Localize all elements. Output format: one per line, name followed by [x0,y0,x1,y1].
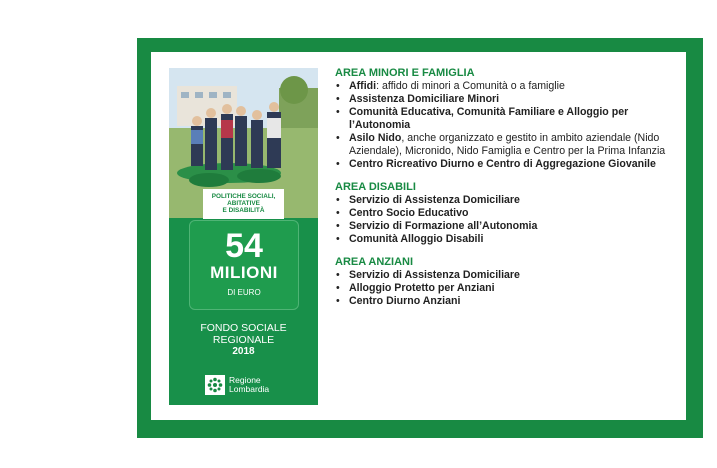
minors-list [335,80,680,171]
list-item [335,106,680,132]
list-item [335,207,680,220]
item-bold: Centro Diurno Anziani [349,295,461,307]
logo-text [229,376,269,394]
region-logo [205,374,269,396]
item-bold: Comunità Educativa, Comunità Familiare e Alloggio per l’Autonomia [349,106,629,131]
disabled-list [335,194,680,246]
list-item [335,194,680,207]
policy-label [203,189,284,219]
logo-line: Regione [229,375,261,385]
item-text: : affido di minori a Comunità o a famiglie [376,80,565,92]
list-item [335,282,680,295]
item-bold: Centro Ricreativo Diurno e Centro di Aggregazione Giovanile [349,158,656,170]
logo-line: Lombardia [229,384,270,394]
amount-unit: MILIONI [210,263,278,282]
item-bold: Servizio di Formazione all’Autonomia [349,220,538,232]
amount-value: 54 [225,227,263,265]
fund-line: FONDO SOCIALE [200,322,287,334]
services-list [335,67,680,318]
policy-line: ABITATIVE [227,200,260,208]
item-bold: Servizio di Assistenza Domiciliare [349,194,520,206]
section-title-minors: AREA MINORI E FAMIGLIA [335,67,475,79]
policy-line: POLITICHE SOCIALI, [211,193,276,200]
item-bold: Centro Socio Educativo [349,207,469,219]
item-bold: Affidi [349,80,377,92]
item-bold: Servizio di Assistenza Domiciliare [349,269,520,281]
section-title-elderly: AREA ANZIANI [335,256,414,268]
list-item [335,233,680,246]
list-item [335,93,680,106]
item-bold: Assistenza Domiciliare Minori [349,93,500,105]
fund-title [169,323,318,358]
item-bold: Asilo Nido [349,132,402,144]
elderly-list [335,269,680,308]
list-item [335,295,680,308]
amount-currency: DI EURO [227,288,261,297]
fund-year: 2018 [232,346,255,357]
fund-line: REGIONALE [212,333,275,346]
list-item [335,269,680,282]
list-item [335,80,680,93]
section-title-disabled: AREA DISABILI [335,181,416,193]
list-item [335,158,680,171]
amount-badge [189,220,299,310]
lombardy-rose-icon [205,375,225,395]
list-item [335,220,680,233]
item-bold: Comunità Alloggio Disabili [349,233,484,245]
policy-line: E DISABILITÀ [222,207,265,215]
fund-poster [169,68,318,405]
list-item [335,132,680,158]
item-text: , anche organizzato e gestito in ambito aziendale (Nido Aziendale), Micronido, Nido Famiglia e Centro per la Prima Infanzia [349,132,666,157]
item-bold: Alloggio Protetto per Anziani [349,282,495,294]
